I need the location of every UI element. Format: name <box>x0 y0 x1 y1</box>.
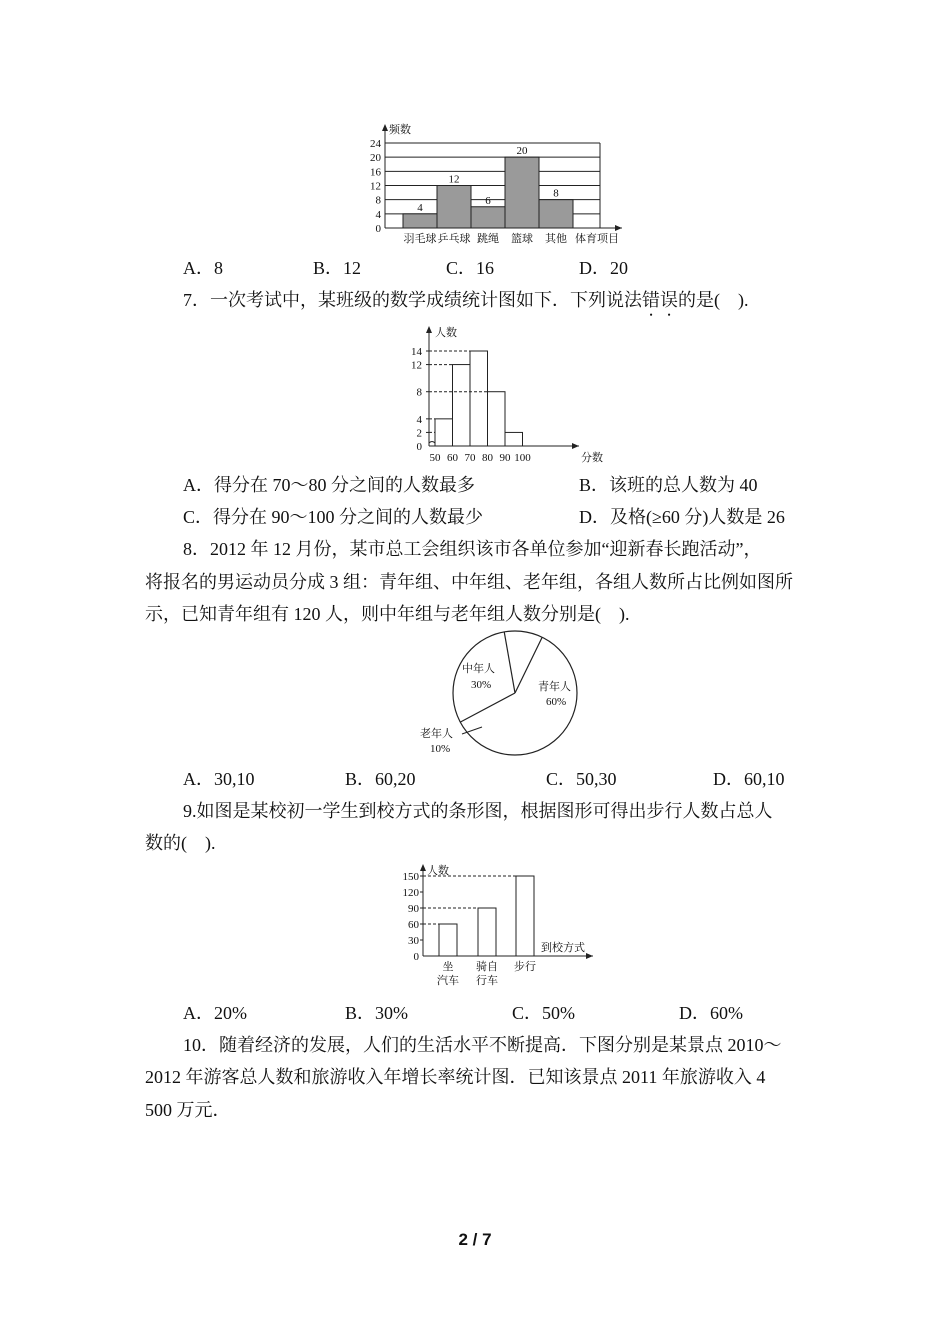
q6-option-a[interactable]: A．8 <box>183 258 223 278</box>
c1-bar <box>539 200 573 228</box>
q10-stem-line1: 10．随着经济的发展，人们的生活水平不断提高．下图分别是某景点 2010～ <box>183 1035 782 1055</box>
q7-stem <box>183 289 749 320</box>
c2-xtick-label: 60 <box>447 452 458 464</box>
c4-y-arrow <box>420 864 426 871</box>
c2-bar <box>470 351 488 446</box>
q6-option-c[interactable]: C．16 <box>446 258 495 278</box>
q8-option-a[interactable]: A．30,10 <box>183 769 255 789</box>
c2-ytick-label: 0 <box>416 441 422 453</box>
c4-category-label: 骑自 <box>476 961 498 973</box>
c2-xtick-label: 50 <box>429 452 441 464</box>
c1-category-label: 跳绳 <box>477 233 499 245</box>
c3-slices <box>453 631 577 755</box>
c2-ytick-label: 14 <box>411 346 422 358</box>
c2-ytick-label: 2 <box>416 427 422 440</box>
q8-stem-line1: 8．2012 年 12 月份，某市总工会组织该市各单位参加“迎新春长跑活动”， <box>183 539 762 559</box>
c4-xlabel: 到校方式 <box>541 942 585 954</box>
c4-bar <box>439 924 457 956</box>
c1-ytick-label: 12 <box>370 180 381 193</box>
c1-bar <box>437 186 471 229</box>
c4-bar <box>478 908 496 956</box>
page-number: 2 / 7 <box>458 1230 492 1249</box>
c1-x-arrow <box>615 225 622 231</box>
c1-bar-value: 4 <box>417 201 423 214</box>
c1-y-arrow <box>382 124 388 131</box>
c1-ytick-label: 24 <box>370 138 381 150</box>
q9-stem-line2: 数的( ). <box>145 833 216 853</box>
c1-ytick-label: 16 <box>370 166 381 179</box>
q7-option-b[interactable]: B．该班的总人数为 40 <box>579 475 758 495</box>
c3-percent-senior: 10% <box>430 743 451 755</box>
c2-xtick-label: 80 <box>482 452 493 464</box>
q9-option-c[interactable]: C．50% <box>512 1003 575 1023</box>
c3-percent-youth: 60% <box>546 696 567 708</box>
c2-bar <box>488 392 506 446</box>
c4-category-label: 行车 <box>476 975 498 987</box>
c2-bar <box>435 419 453 446</box>
c1-bar <box>403 214 437 228</box>
c2-axis-break <box>429 442 435 444</box>
c2-y-arrow <box>426 326 432 333</box>
c4-ylabel: 人数 <box>427 865 449 877</box>
c4-ytick-label: 0 <box>413 951 419 963</box>
q8-option-b[interactable]: B．60,20 <box>345 769 416 789</box>
c1-ytick-label: 0 <box>375 223 381 235</box>
q8-option-c[interactable]: C．50,30 <box>546 769 617 789</box>
c2-xlabel: 分数 <box>581 452 603 464</box>
q10-stem-line2: 2012 年游客总人数和旅游收入年增长率统计图．已知该景点 2011 年旅游收入 4 <box>145 1067 766 1087</box>
c1-bar <box>471 207 505 228</box>
c3-label-middle: 中年人 <box>462 663 495 675</box>
c2-xtick-label: 90 <box>499 452 511 464</box>
c4-bars <box>439 876 534 956</box>
c1-category-label: 其他 <box>545 233 567 245</box>
c1-ylabel: 频数 <box>389 124 411 136</box>
c1-ytick-label: 20 <box>370 152 381 165</box>
c4-ytick-label: 120 <box>402 887 419 899</box>
q9-option-a[interactable]: A．20% <box>183 1003 247 1023</box>
q8-stem-line2: 将报名的男运动员分成 3 组：青年组、中年组、老年组，各组人数所占比例如图所 <box>145 572 793 592</box>
c3-percent-middle: 30% <box>471 679 492 691</box>
c2-bar <box>505 432 523 446</box>
c2-xtick-label: 70 <box>464 452 476 464</box>
c1-ytick-label: 4 <box>375 208 381 221</box>
q7-stem-post: 的是( ). <box>678 290 749 310</box>
commute-bar-chart <box>393 860 603 992</box>
c4-ytick-label: 60 <box>408 919 419 931</box>
c1-bar <box>505 157 539 228</box>
age-group-pie <box>410 628 600 760</box>
sport-frequency-chart <box>355 118 635 250</box>
c2-ytick-label: 8 <box>416 386 422 399</box>
c4-dashes <box>423 876 516 924</box>
c1-category-label: 乒乓球 <box>437 233 471 245</box>
q7-stem-emphasis: 错误 <box>642 290 678 310</box>
c4-category-label: 汽车 <box>437 975 459 987</box>
c4-category-label: 坐 <box>442 961 454 973</box>
c2-x-arrow <box>572 443 579 449</box>
q7-option-d[interactable]: D．及格(≥60 分)人数是 26 <box>579 507 785 527</box>
q7-option-c[interactable]: C．得分在 90～100 分之间的人数最少 <box>183 507 484 527</box>
c2-bars <box>429 351 523 446</box>
c4-axes <box>403 863 594 987</box>
q7-stem-pre: 7．一次考试中，某班级的数学成绩统计图如下．下列说法 <box>183 290 642 310</box>
c1-xlabel: 体育项目 <box>575 233 619 245</box>
c2-ylabel: 人数 <box>435 327 457 339</box>
c1-category-label: 篮球 <box>511 233 533 245</box>
q9-stem-line1: 9.如图是某校初一学生到校方式的条形图，根据图形可得出步行人数占总人 <box>183 801 773 821</box>
c2-xtick-label: 100 <box>514 452 531 464</box>
c2-ytick-label: 12 <box>411 359 422 372</box>
c1-bar-value: 20 <box>516 145 528 158</box>
c4-ytick-label: 90 <box>408 903 419 915</box>
c2-bar <box>453 365 471 446</box>
c4-ytick-label: 30 <box>408 935 419 947</box>
c3-label-youth: 青年人 <box>538 681 571 693</box>
q9-option-d[interactable]: D．60% <box>679 1003 743 1023</box>
c4-bar <box>516 876 534 956</box>
q6-option-d[interactable]: D．20 <box>579 258 628 278</box>
c1-ytick-label: 8 <box>375 194 381 207</box>
c1-bar-value: 12 <box>448 173 460 186</box>
c1-bar-value: 6 <box>485 194 491 207</box>
c1-category-label: 羽毛球 <box>403 233 437 245</box>
q6-option-b[interactable]: B．12 <box>313 258 362 278</box>
q8-option-d[interactable]: D．60,10 <box>713 769 785 789</box>
c1-bar-value: 8 <box>553 187 559 200</box>
score-histogram <box>393 322 603 464</box>
q7-option-a[interactable]: A．得分在 70～80 分之间的人数最多 <box>183 475 475 495</box>
c4-ytick-label: 150 <box>402 871 419 883</box>
q9-option-b[interactable]: B．30% <box>345 1003 408 1023</box>
q10-stem-line3: 500 万元． <box>145 1100 231 1120</box>
c4-category-label: 步行 <box>514 961 536 973</box>
q8-stem-line3: 示，已知青年组有 120 人，则中年组与老年组人数分别是( ). <box>145 604 630 624</box>
c4-x-arrow <box>586 953 593 959</box>
c3-label-senior: 老年人 <box>420 728 453 740</box>
c2-ytick-label: 4 <box>416 413 422 426</box>
